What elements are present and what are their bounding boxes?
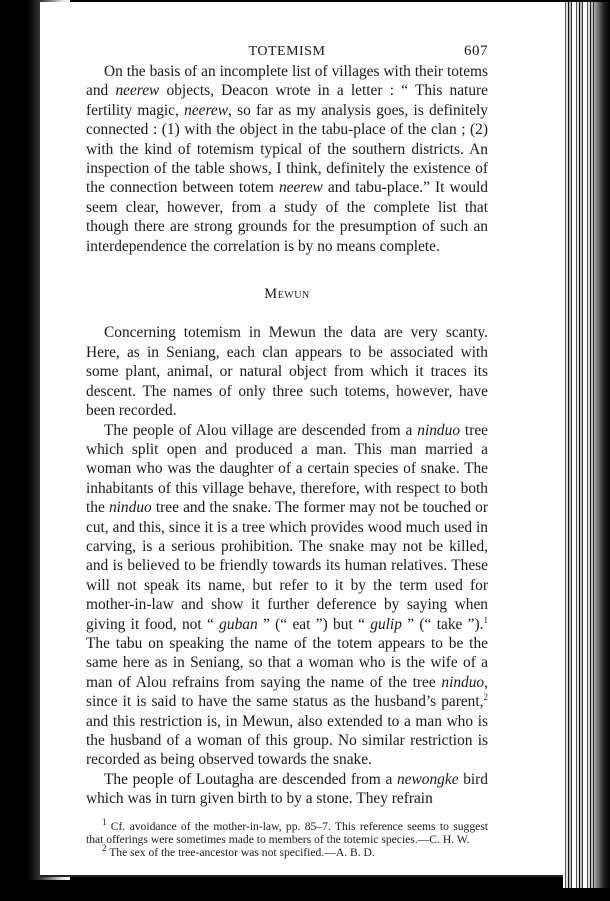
italic-term: neerew (278, 179, 323, 197)
text-run: The people of Alou village are descended from a (104, 421, 418, 439)
italic-term: ninduo (108, 499, 152, 517)
footnote-marker: 2 (102, 843, 107, 854)
paragraph (86, 421, 488, 770)
italic-term: ninduo (417, 421, 461, 439)
italic-term: guban (219, 615, 258, 633)
text-run: The tabu on speaking the name of the totem appears to be the same here as in Seniang, so that a woman who is the wife of a man of Alou refrains from saying the name of the tree (86, 634, 488, 691)
text-run: objects, Deacon wrote in a letter : “ This nature fertility magic, (86, 82, 488, 119)
text-run: tree and the snake. The former may not be touched or cut, and this, since it is a tree which provides wood much used in carving, is a serious prohibition. The snake may not be killed, and is believed to be friendly towards its human relatives. These will not speak its name, but refer to it by the term used for mother-in-law and show it further deference by saying when giving it food, not “ (86, 499, 488, 633)
text-run: ” (“ eat ”) but “ (257, 615, 371, 633)
footnotes (86, 816, 488, 860)
running-head-title: TOTEMISM (248, 44, 326, 59)
footnote (86, 843, 488, 860)
footnote-marker: 2 (483, 692, 488, 703)
page (40, 2, 564, 877)
text-run: Cf. avoidance of the mother-in-law, pp. 85–7. This reference seems to suggest that offerings were sometimes made to members of the totemic species.—C. H. W. (86, 819, 488, 847)
paragraph (86, 770, 488, 809)
paragraph (86, 323, 488, 420)
footnote-marker: 1 (102, 816, 107, 827)
section-heading: Mewun (264, 286, 310, 303)
italic-term: neerew (184, 101, 228, 119)
italic-term: gulip (370, 615, 402, 633)
text-run: , since it is said to have the same status as the husband’s parent, (86, 673, 488, 711)
italic-term: newongke (396, 770, 459, 788)
intro-paragraphs (86, 62, 488, 256)
page-edges-stack (563, 2, 610, 888)
italic-term: neerew (115, 82, 160, 100)
text-block (86, 40, 488, 860)
text-run: tree which split open and produced a man. This man married a woman who was the daughter of a certain species of snake. The inhabitants of this village behave, therefore, with respect to both the (86, 421, 488, 517)
text-run: Concerning totemism in Mewun the data are very scanty. Here, as in Seniang, each clan appears to be associated with some plant, animal, or natural object from which it traces its descent. The names of only three such totems, however, have been recorded. (86, 324, 488, 420)
section-paragraphs (86, 323, 488, 808)
text-run: The sex of the tree-ancestor was not specified.—A. B. D. (106, 846, 375, 860)
paragraph (86, 62, 488, 256)
page-number: 607 (464, 43, 488, 59)
footnote-marker: 1 (483, 614, 488, 625)
text-run: and tabu-place.” It would seem clear, however, from a study of the complete list that though there are strong grounds for the presumption of such an interdependence the correlation is by no means complete. (86, 179, 488, 255)
text-run: The people of Loutagha are descended from a (104, 770, 397, 788)
text-run: On the basis of an incomplete list of villages with their totems and (86, 63, 488, 100)
text-run: and this restriction is, in Mewun, also extended to a man who is the husband of a woman of this group. No similar restriction is recorded as being observed towards the snake. (86, 712, 488, 769)
italic-term: ninduo (441, 673, 485, 691)
footnote (86, 816, 488, 847)
text-run: bird which was in turn given birth to by a stone. They refrain (86, 770, 489, 808)
running-head (86, 40, 488, 62)
text-run: ” (“ take ”). (401, 615, 484, 633)
text-run: , so far as my analysis goes, is definitely connected : (1) with the object in the tabu-place of the clan ; (2) with the kind of totemism typical of the southern districts. An inspection of the table shows, I think, definitely the existence of the connection between totem (86, 101, 488, 197)
